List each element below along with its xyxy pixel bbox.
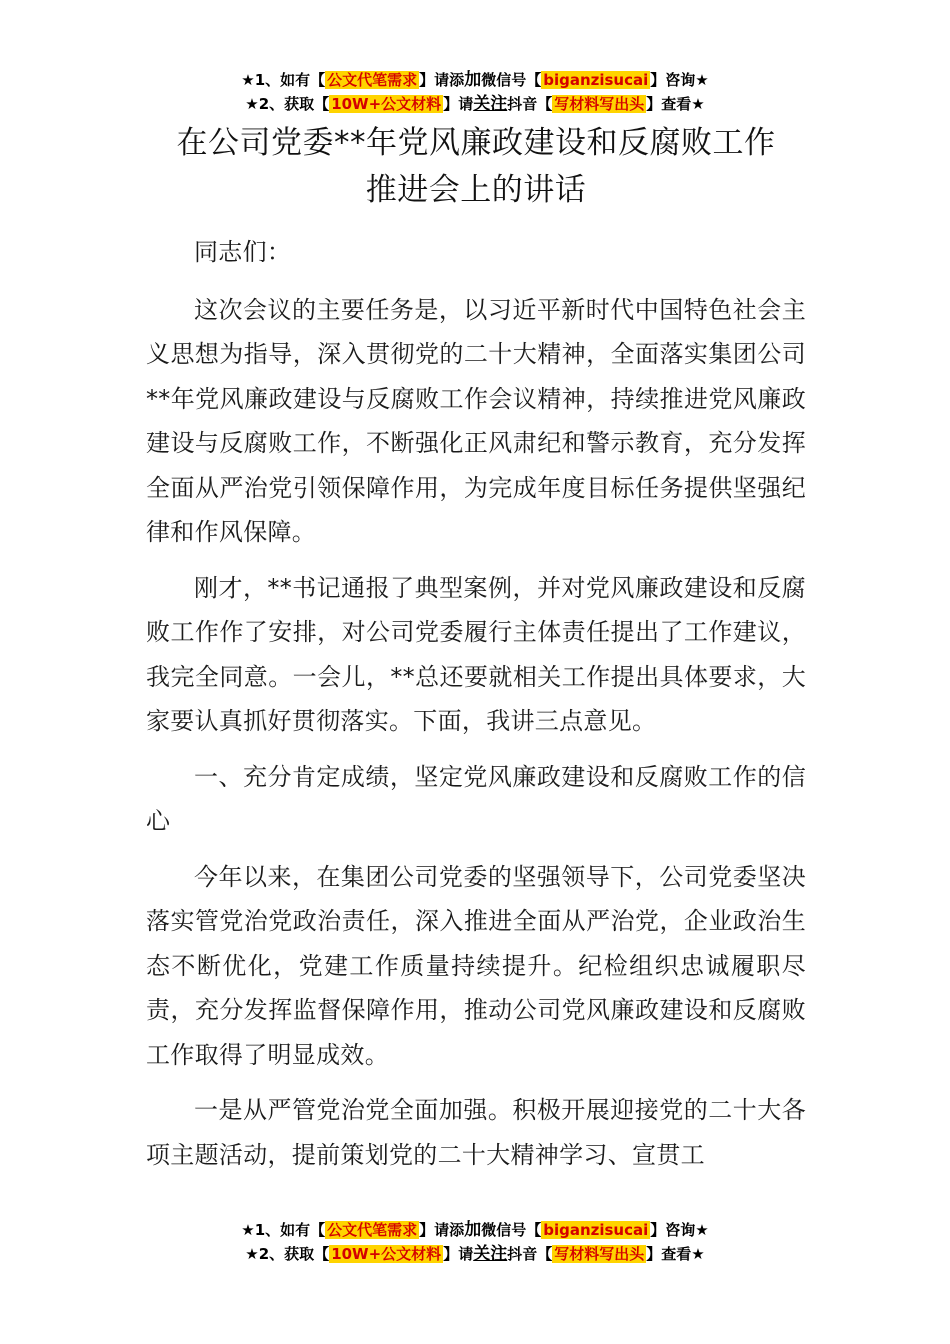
promo-line-1: [0, 1218, 950, 1242]
promo-banner-bottom: [0, 1218, 950, 1266]
promo-text: 抖音【: [507, 95, 553, 113]
promo-emphasis: 加: [464, 1220, 482, 1240]
promo-emphasis: 关注: [473, 1244, 508, 1264]
promo-highlight: biganzisucai: [543, 1221, 649, 1239]
document-body: [146, 120, 806, 1188]
promo-highlight: 写材料写出头: [554, 1245, 645, 1263]
promo-text: 】咨询★: [650, 71, 709, 89]
promo-text: ★1、如有【: [241, 71, 326, 89]
section-heading: 一、充分肯定成绩，坚定党风廉政建设和反腐败工作的信心: [146, 762, 806, 835]
promo-line-2: [0, 92, 950, 116]
promo-emphasis: 加: [464, 70, 482, 90]
promo-banner-top: [0, 68, 950, 116]
promo-text: 微信号【: [481, 1221, 542, 1239]
document-title: [134, 120, 818, 214]
promo-highlight: 10W+公文材料: [331, 95, 442, 113]
promo-line-1: [0, 68, 950, 92]
promo-text: ★2、获取【: [245, 95, 330, 113]
promo-text: 抖音【: [507, 1245, 553, 1263]
promo-text: 】查看★: [646, 95, 705, 113]
promo-text: 】咨询★: [650, 1221, 709, 1239]
promo-text: 】请添: [419, 71, 465, 89]
promo-line-2: [0, 1242, 950, 1266]
promo-highlight: 写材料写出头: [554, 95, 645, 113]
paragraph: 一是从严管党治党全面加强。积极开展迎接党的二十大各项主题活动，提前策划党的二十大精神学习、宣贯工: [146, 1096, 806, 1169]
promo-highlight: 公文代笔需求: [327, 1221, 418, 1239]
paragraph: 这次会议的主要任务是，以习近平新时代中国特色社会主义思想为指导，深入贯彻党的二十大精神，全面落实集团公司**年党风廉政建设与反腐败工作会议精神，持续推进党风廉政建设与反腐败工作，不断强化正风肃纪和警示教育，充分发挥全面从严治党引领保障作用，为完成年度目标任务提供坚强纪律和作风保障。: [146, 295, 806, 546]
title-line-1: 在公司党委**年党风廉政建设和反腐败工作: [176, 125, 776, 161]
promo-emphasis: 关注: [473, 94, 508, 114]
promo-text: 微信号【: [481, 71, 542, 89]
greeting: 同志们：: [194, 238, 292, 266]
promo-text: 】请: [443, 1245, 474, 1263]
promo-text: 】查看★: [646, 1245, 705, 1263]
promo-text: ★1、如有【: [241, 1221, 326, 1239]
promo-highlight: 10W+公文材料: [331, 1245, 442, 1263]
title-line-2: 推进会上的讲话: [365, 172, 587, 208]
promo-text: ★2、获取【: [245, 1245, 330, 1263]
promo-highlight: 公文代笔需求: [327, 71, 418, 89]
promo-text: 】请添: [419, 1221, 465, 1239]
promo-text: 】请: [443, 95, 474, 113]
paragraph: 今年以来，在集团公司党委的坚强领导下，公司党委坚决落实管党治党政治责任，深入推进全面从严治党，企业政治生态不断优化，党建工作质量持续提升。纪检组织忠诚履职尽责，充分发挥监督保障作用，推动公司党风廉政建设和反腐败工作取得了明显成效。: [146, 862, 806, 1069]
paragraph: 刚才，**书记通报了典型案例，并对党风廉政建设和反腐败工作作了安排，对公司党委履行主体责任提出了工作建议，我完全同意。一会儿，**总还要就相关工作提出具体要求，大家要认真抓好贯彻落实。下面，我讲三点意见。: [146, 573, 806, 735]
promo-highlight: biganzisucai: [543, 71, 649, 89]
